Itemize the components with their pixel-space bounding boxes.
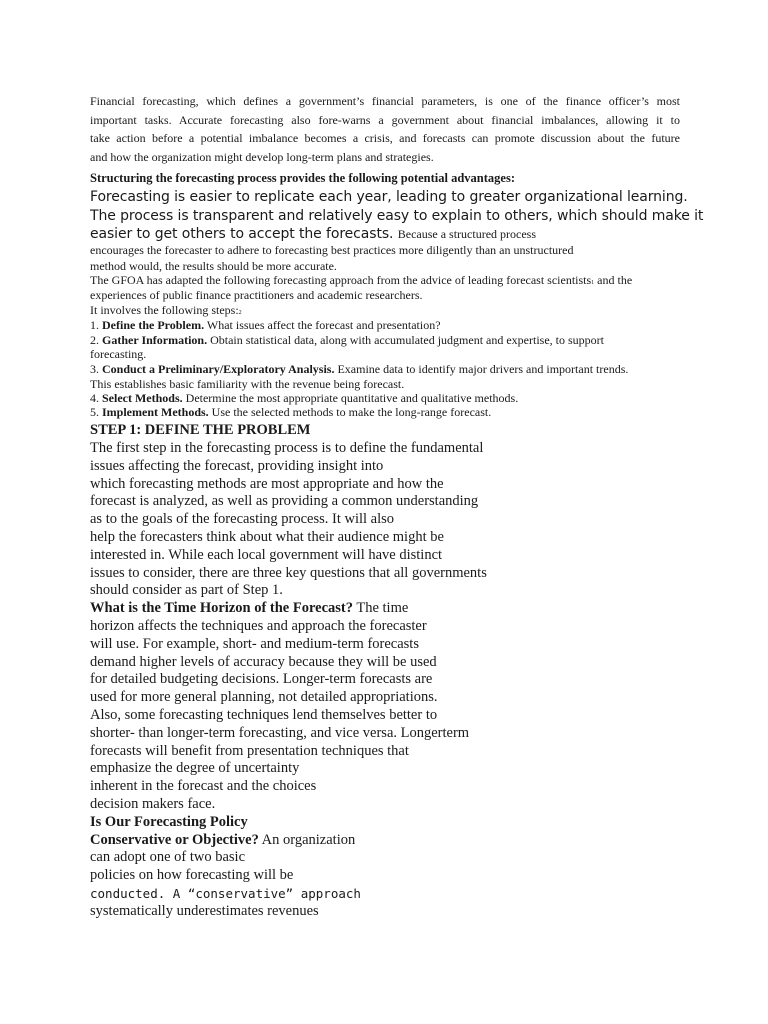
- text-line: will use. For example, short- and medium-term forecasts: [90, 635, 419, 652]
- text-line: which forecasting methods are most appropriate and how the: [90, 475, 444, 492]
- advantage-line: The process is transparent and relatively easy to explain to others, which should make it: [90, 208, 704, 224]
- text-line: horizon affects the techniques and approach the forecaster: [90, 617, 427, 634]
- advantage-tail: Because a structured process: [397, 227, 537, 241]
- step-list-item: [90, 405, 491, 420]
- text-line: systematically underestimates revenues: [90, 902, 319, 919]
- gfoa-line: experiences of public finance practitioners and academic researchers.: [90, 288, 423, 302]
- step-text: What issues affect the forecast and presentation?: [204, 318, 441, 332]
- step1-paragraph: [90, 440, 487, 921]
- text-line: The time: [352, 600, 409, 617]
- question-title: Is Our Forecasting Policy: [90, 813, 248, 830]
- step-number: 3.: [90, 362, 99, 376]
- text-line: used for more general planning, not detailed appropriations.: [90, 689, 438, 706]
- step-text: Determine the most appropriate quantitative and qualitative methods.: [182, 391, 519, 405]
- text-line: important tasks. Accurate forecasting also fore-warns a government about financial imbalances, allowing it to: [90, 112, 680, 127]
- step-text: forecasting.: [90, 347, 147, 361]
- text-line: help the forecasters think about what their audience might be: [90, 528, 444, 545]
- question-heading-line: [90, 600, 487, 618]
- text-line: An organization: [258, 831, 356, 848]
- text-line: can adopt one of two basic: [90, 849, 246, 866]
- step-list-item: [90, 362, 628, 377]
- text-line: for detailed budgeting decisions. Longer-term forecasts are: [90, 671, 433, 688]
- text-line: conducted. A “conservative” approach: [90, 885, 361, 901]
- footnote-marker: 2: [238, 310, 242, 316]
- step-list-item: [90, 333, 604, 348]
- question-heading-line: [90, 832, 487, 850]
- advantage-line: encourages the forecaster to adhere to forecasting best practices more diligently than an unstructured: [90, 243, 574, 257]
- text-line: The first step in the forecasting process is to define the fundamental: [90, 440, 484, 456]
- advantage-line: Forecasting is easier to replicate each year, leading to greater organizational learning.: [90, 189, 688, 205]
- text-line: demand higher levels of accuracy because they will be used: [90, 653, 437, 670]
- step-title: Implement Methods.: [102, 405, 209, 419]
- question-title: What is the Time Horizon of the Forecast?: [90, 600, 353, 617]
- text-line: inherent in the forecast and the choices: [90, 778, 317, 795]
- text-line: policies on how forecasting will be: [90, 867, 294, 884]
- step-number: 1.: [90, 318, 99, 332]
- step-text: Obtain statistical data, along with accumulated judgment and expertise, to support: [207, 333, 605, 347]
- advantages-heading: Structuring the forecasting process provides the following potential advantages:: [90, 171, 515, 185]
- gfoa-text: and the: [597, 273, 633, 287]
- step-text: This establishes basic familiarity with the revenue being forecast.: [90, 377, 405, 391]
- text-line: forecast is analyzed, as well as providing a common understanding: [90, 493, 479, 510]
- text-line: Financial forecasting, which defines a government’s financial parameters, is one of the finance officer’s most: [90, 94, 680, 108]
- question-title: Conservative or Objective?: [90, 831, 259, 848]
- step-number: 5.: [90, 405, 99, 419]
- step-title: Select Methods.: [102, 391, 183, 405]
- intro-paragraph: [90, 92, 680, 166]
- step-number: 4.: [90, 391, 99, 405]
- footnote-marker: 1: [591, 280, 595, 286]
- gfoa-text: The GFOA has adapted the following forecasting approach from the advice of leading forecast scientists: [90, 273, 592, 287]
- step-title: Gather Information.: [102, 333, 208, 347]
- text-line: interested in. While each local government will have distinct: [90, 546, 443, 563]
- gfoa-line: [90, 303, 242, 318]
- text-line: shorter- than longer-term forecasting, and vice versa. Longerterm: [90, 724, 470, 741]
- advantage-line: method would, the results should be more accurate.: [90, 259, 337, 273]
- step-list-item: [90, 318, 441, 333]
- text-line: take action before a potential imbalance becomes a crisis, and forecasts can promote discussion about the future: [90, 131, 680, 145]
- step-number: 2.: [90, 333, 99, 347]
- text-line: issues to consider, there are three key questions that all governments: [90, 564, 487, 581]
- text-line: should consider as part of Step 1.: [90, 582, 283, 599]
- gfoa-text: It involves the following steps:: [90, 303, 239, 317]
- text-line: emphasize the degree of uncertainty: [90, 760, 300, 777]
- text-line: Also, some forecasting techniques lend themselves better to: [90, 706, 438, 723]
- text-line: as to the goals of the forecasting process. It will also: [90, 511, 395, 528]
- step-title: Conduct a Preliminary/Exploratory Analysis.: [102, 362, 335, 376]
- step-list-item: [90, 347, 146, 362]
- advantage-text: easier to get others to accept the forecasts.: [90, 226, 394, 242]
- question-heading-line: [90, 814, 487, 832]
- step-list-item: [90, 391, 518, 406]
- text-line: and how the organization might develop long-term plans and strategies.: [90, 149, 434, 164]
- step-title: Define the Problem.: [102, 318, 205, 332]
- step-text: Use the selected methods to make the long-range forecast.: [208, 405, 492, 419]
- text-line: forecasts will benefit from presentation techniques that: [90, 742, 409, 759]
- text-line: issues affecting the forecast, providing insight into: [90, 457, 384, 474]
- step1-heading: STEP 1: DEFINE THE PROBLEM: [90, 422, 311, 438]
- advantage-line: [90, 226, 536, 242]
- step-list-item: [90, 377, 404, 392]
- step-text: Examine data to identify major drivers and important trends.: [334, 362, 629, 376]
- gfoa-line: [90, 273, 632, 288]
- text-line: decision makers face.: [90, 795, 216, 812]
